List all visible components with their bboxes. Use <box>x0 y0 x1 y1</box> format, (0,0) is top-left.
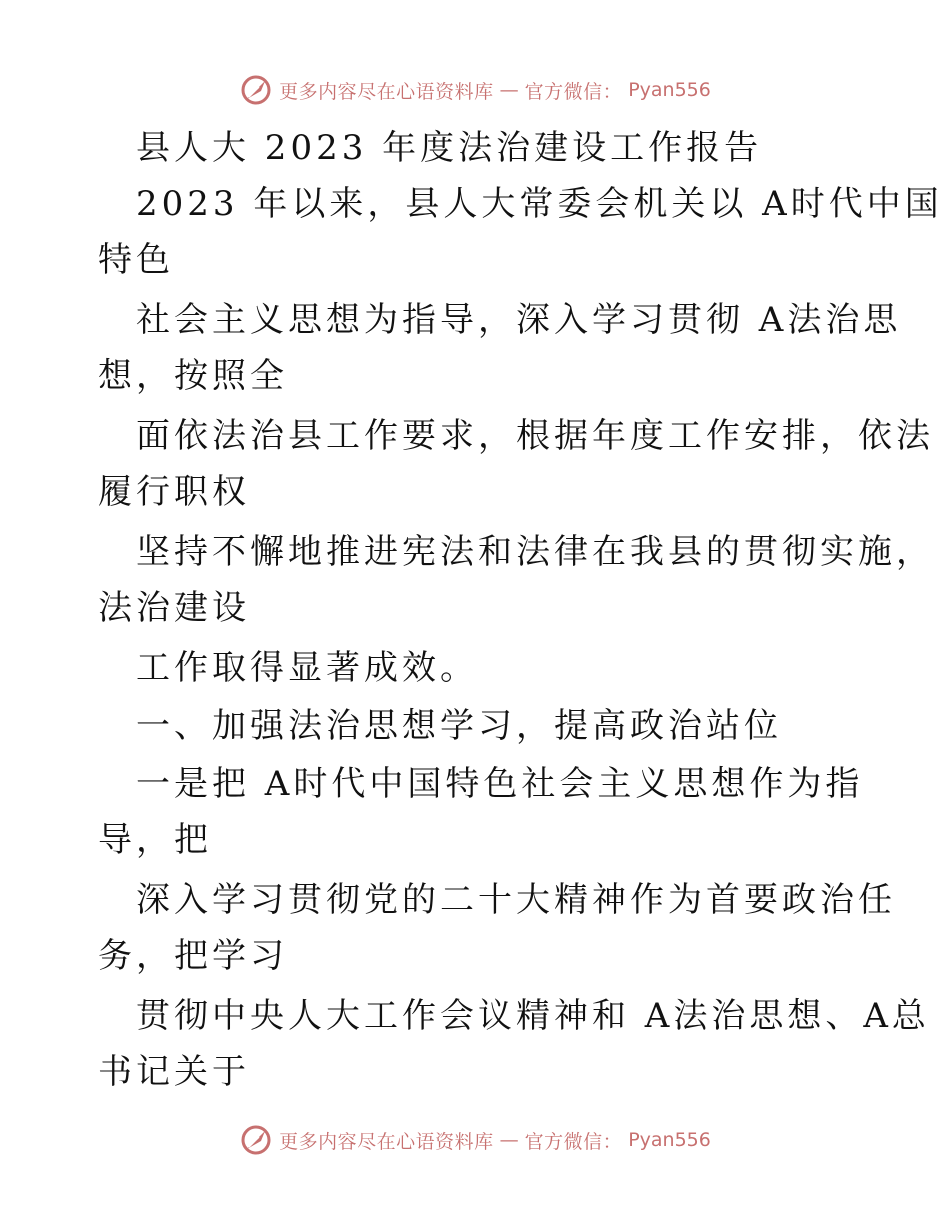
paragraph-line: 书记关于 <box>98 1052 250 1092</box>
watermark-header <box>0 68 950 112</box>
watermark-wechat-id: Pyan556 <box>628 1129 711 1151</box>
paragraph-line: 想，按照全 <box>98 356 288 396</box>
watermark-separator: — <box>499 1129 519 1151</box>
watermark-separator: — <box>499 79 519 101</box>
document-title: 县人大 2023 年度法治建设工作报告 <box>136 128 763 168</box>
watermark-wechat-label: 官方微信： <box>524 1130 623 1153</box>
watermark-footer <box>0 1118 950 1162</box>
section-heading: 一、加强法治思想学习，提高政治站位 <box>136 706 782 746</box>
paragraph-line: 一是把 A时代中国特色社会主义思想作为指 <box>136 764 864 804</box>
paragraph-line: 贯彻中央人大工作会议精神和 A法治思想、A总 <box>136 996 930 1036</box>
watermark-text: 更多内容尽在心语资料库 <box>279 80 494 103</box>
paragraph-line: 工作取得显著成效。 <box>136 648 478 688</box>
paragraph-line: 坚持不懈地推进宪法和法律在我县的贯彻实施， <box>136 532 934 572</box>
quill-logo-icon <box>239 1123 273 1157</box>
paragraph-line: 务，把学习 <box>98 936 288 976</box>
paragraph-line: 深入学习贯彻党的二十大精神作为首要政治任 <box>136 880 896 920</box>
paragraph-line: 2023 年以来，县人大常委会机关以 A时代中国 <box>136 184 943 224</box>
paragraph-line: 特色 <box>98 240 174 280</box>
watermark-wechat-label: 官方微信： <box>524 80 623 103</box>
quill-logo-icon <box>239 73 273 107</box>
paragraph-line: 法治建设 <box>98 588 250 628</box>
watermark-text: 更多内容尽在心语资料库 <box>279 1130 494 1153</box>
paragraph-line: 履行职权 <box>98 472 250 512</box>
watermark-wechat-id: Pyan556 <box>628 79 711 101</box>
paragraph-line: 社会主义思想为指导，深入学习贯彻 A法治思 <box>136 300 902 340</box>
paragraph-line: 面依法治县工作要求，根据年度工作安排，依法 <box>136 416 934 456</box>
paragraph-line: 导，把 <box>98 820 212 860</box>
